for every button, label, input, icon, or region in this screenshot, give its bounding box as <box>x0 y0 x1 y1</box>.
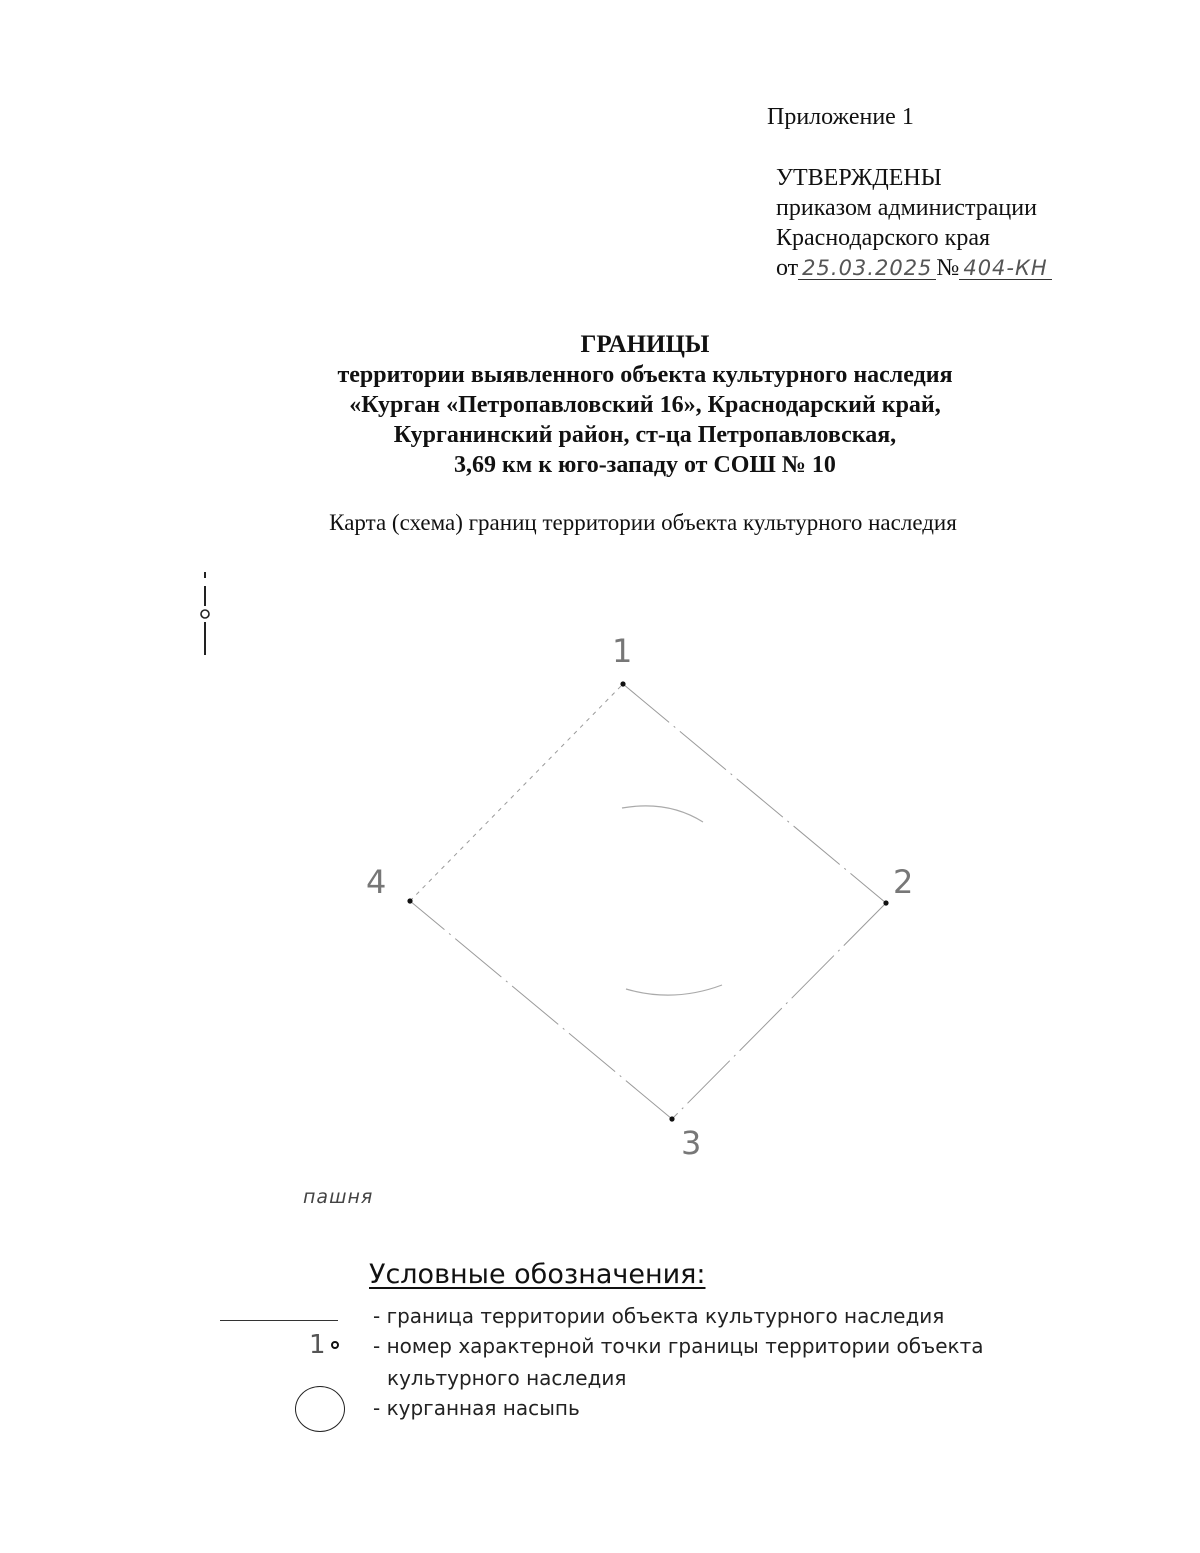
handwritten-date: 25.03.2025 <box>798 257 936 280</box>
mound-outline <box>622 806 722 995</box>
legend-point-text-1: - номер характерной точки границы территории объекта <box>373 1334 984 1358</box>
point-number-symbol: 1 <box>309 1330 326 1360</box>
legend-mound-text: - курганная насыпь <box>373 1396 580 1420</box>
point-label-3: 3 <box>681 1124 702 1162</box>
legend-point-text-2: культурного наследия <box>387 1366 627 1390</box>
title-line-3: Курганинский район, ст-ца Петропавловская, <box>393 422 897 448</box>
handwritten-number: 404-КН <box>959 257 1051 280</box>
map-subtitle: Карта (схема) границ территории объекта культурного наследия <box>329 510 957 535</box>
territory-boundary <box>410 684 886 1119</box>
title-heading: ГРАНИЦЫ <box>580 331 710 358</box>
mound-circle-icon <box>295 1386 345 1432</box>
north-arrow-icon <box>201 572 209 655</box>
legend-title: Условные обозначения: <box>369 1259 706 1290</box>
land-use-label: пашня <box>303 1186 374 1208</box>
approval-line-2: Краснодарского края <box>776 225 991 251</box>
title-line-4: 3,69 км к юго-западу от СОШ № 10 <box>454 452 836 478</box>
title-line-2: «Курган «Петропавловский 16», Краснодарский край, <box>349 392 941 418</box>
boundary-point-1 <box>620 681 625 686</box>
approval-line-1: приказом администрации <box>776 195 1037 221</box>
approval-title: УТВЕРЖДЕНЫ <box>776 165 942 191</box>
date-prefix: от <box>776 255 799 281</box>
boundary-point-2 <box>883 900 888 905</box>
point-label-4: 4 <box>366 863 387 901</box>
appendix-label: Приложение 1 <box>767 104 914 130</box>
boundary-point-3 <box>669 1116 674 1121</box>
point-label-2: 2 <box>893 863 914 901</box>
point-label-1: 1 <box>612 632 633 670</box>
boundary-point-4 <box>407 898 412 903</box>
title-line-1: территории выявленного объекта культурного наследия <box>337 362 953 388</box>
legend-boundary-text: - граница территории объекта культурного наследия <box>373 1304 945 1328</box>
number-prefix: № <box>936 255 960 281</box>
boundary-line-symbol <box>220 1320 338 1321</box>
point-dot-icon <box>331 1341 339 1349</box>
